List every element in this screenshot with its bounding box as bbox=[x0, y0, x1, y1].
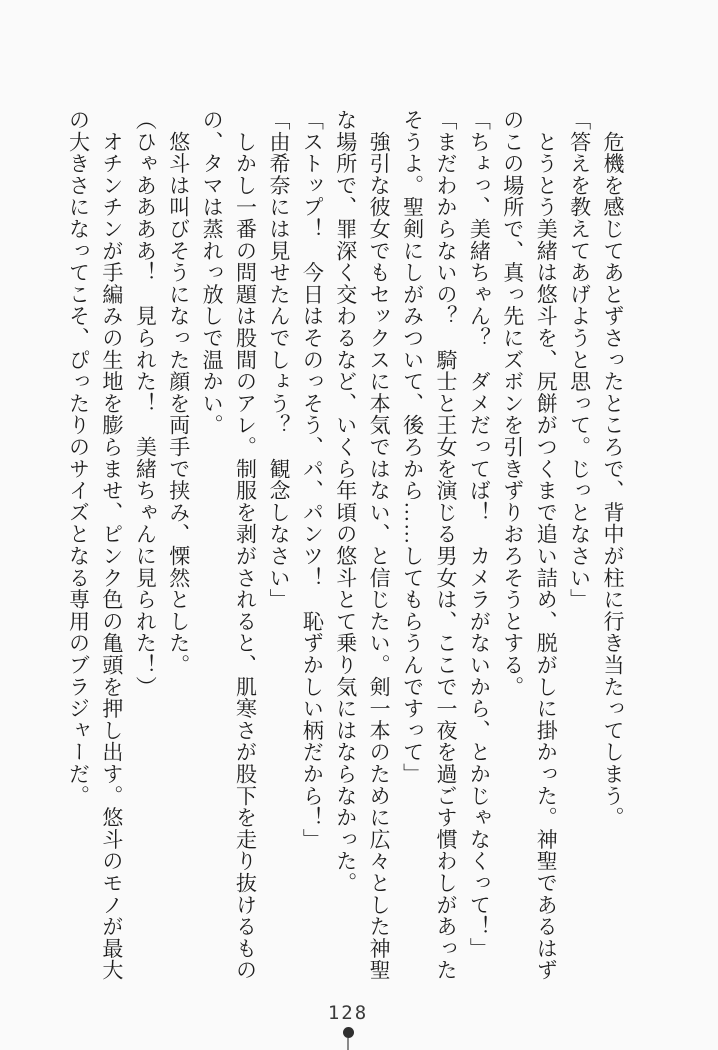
text-column: オチンチンが手編みの生地を膨らませ、ピンク色の亀頭を押し出す。悠斗のモノが最大 bbox=[99, 109, 124, 981]
text-column: しかし一番の問題は股間のアレ。制服を剥がされると、肌寒さが股下を走り抜けるもの bbox=[233, 109, 258, 981]
text-column: 危機を感じてあとずさったところで、背中が柱に行き当たってしまう。 bbox=[601, 109, 625, 829]
text-column: とうとう美緒は悠斗を、尻餅がつくまで追い詰め、脱がしに掛かった。神聖であるはず bbox=[534, 109, 559, 981]
text-columns bbox=[61, 109, 629, 995]
text-column: 「まだわからないの？ 騎士と王女を演じる男女は、ここで一夜を過ごす慣わしがあった bbox=[433, 109, 458, 981]
text-column: 強引な彼女でもセックスに本気ではない、と信じたい。剣一本のために広々とした神聖 bbox=[367, 109, 392, 981]
text-column: の、タマは蒸れっ放しで温かい。 bbox=[200, 109, 225, 436]
text-column: 悠斗は叫びそうになった顔を両手で挟み、慄然とした。 bbox=[166, 109, 191, 676]
text-column: 「由希奈には見せたんでしょう？ 観念しなさい」 bbox=[266, 109, 291, 611]
text-column: な場所で、罪深く交わるなど、いくら年頃の悠斗とて乗り気にはならなかった。 bbox=[333, 109, 358, 894]
text-column: 「答えを教えてあげようと思って。じっとなさい」 bbox=[567, 109, 592, 611]
page-number: 128 bbox=[327, 1002, 369, 1024]
text-column: 「ストップ！ 今日はそのっそう、パ、パンツ！ 恥ずかしい柄だから！」 bbox=[300, 109, 325, 851]
marker-dot-icon bbox=[343, 1027, 354, 1038]
text-column: そうよ。聖剣にしがみついて、後ろから……してもらうんですって」 bbox=[400, 109, 425, 785]
text-column: （ひゃああああ！ 見られた！ 美緒ちゃんに見られた！） bbox=[133, 109, 158, 698]
text-column: のこの場所で、真っ先にズボンを引きずりおろそうとする。 bbox=[500, 109, 525, 698]
page-position-marker bbox=[341, 1027, 355, 1050]
marker-line bbox=[347, 1038, 349, 1050]
text-column: 「ちょっ、美緒ちゃん？ ダメだってば！ カメラがないから、とかじゃなくって！」 bbox=[467, 109, 492, 960]
text-column: の大きさになってこそ、ぴったりのサイズとなる専用のブラジャーだ。 bbox=[66, 109, 91, 807]
